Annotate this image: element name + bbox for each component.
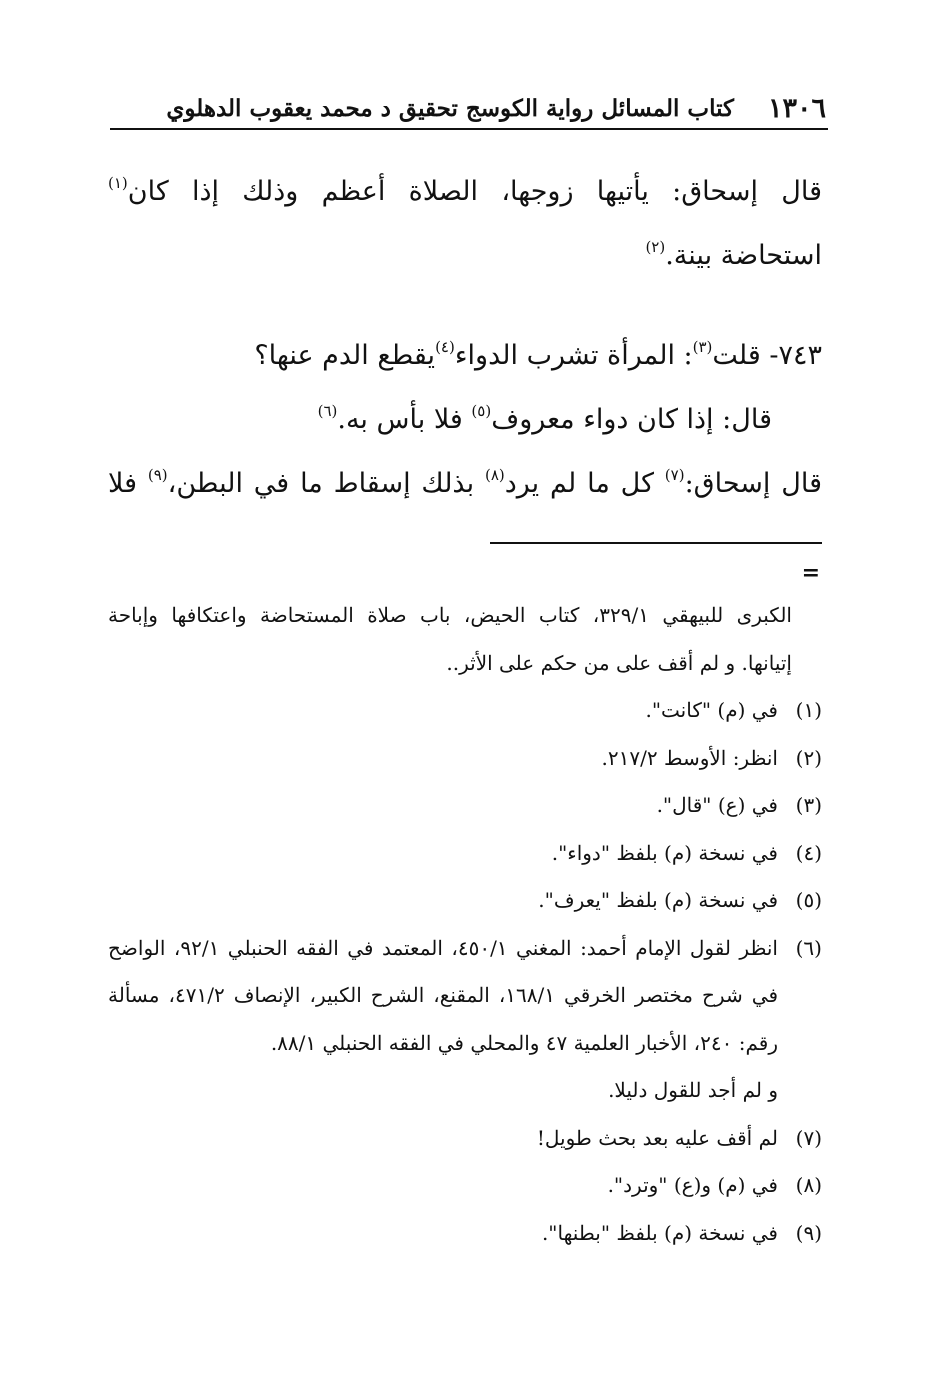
paragraph-ishaq-line-2: [108, 224, 822, 288]
footnote-number: (٥): [795, 888, 822, 912]
footnote-5: [108, 877, 822, 925]
running-title: كتاب المسائل رواية الكوسج تحقيق د محمد يعقوب الدهلوي: [166, 95, 734, 122]
ishaq-text-b: استحاضة بينة.: [665, 240, 822, 271]
footnote-number: (١): [795, 698, 822, 722]
footnote-text: انظر: الأوسط ٢١٧/٢.: [601, 745, 778, 770]
answer-ahmad-text-2: فلا بأس به.: [337, 404, 472, 435]
footnote-6-line-2: في شرح مختصر الخرقي ١٦٨/١، المقنع، الشرح الكبير، الإنصاف ٤٧١/٢، مسألة: [108, 983, 779, 1007]
footnote-text: في (م) و(ع) "وترد".: [607, 1173, 778, 1197]
footnote-6-line-3: رقم: ٢٤٠، الأخبار العلمية ٤٧ والمحلي في الفقه الحنبلي ٨٨/١.: [270, 1030, 778, 1055]
footnote-separator: [490, 542, 822, 544]
answer-ishaq-text-1: قال إسحاق:: [684, 468, 823, 499]
question-text-1: قلت: [712, 340, 761, 371]
question-text-3: يقطع الدم عنها؟: [254, 340, 436, 371]
continuation-mark: =: [801, 560, 820, 586]
footnote-text: انظر لقول الإمام أحمد: المغني ٤٥٠/١، المعتمد في الفقه الحنبلي ٩٢/١، الواضح: [108, 935, 778, 960]
footnote-text: في نسخة (م) بلفظ "دواء".: [551, 840, 778, 865]
footnote-ref-9[interactable]: (٩): [147, 466, 168, 484]
footnote-number: (٨): [795, 1173, 822, 1197]
footnotes: [108, 592, 822, 1257]
header-rule: [110, 128, 828, 130]
footnote-text: في (م) "كانت".: [645, 698, 778, 722]
answer-ahmad: [108, 388, 822, 452]
footnote-3: [108, 782, 822, 830]
footnote-6-line-4: و لم أجد للقول دليلا.: [608, 1078, 778, 1102]
footnote-number: (٩): [795, 1220, 822, 1245]
answer-ishaq: [108, 452, 822, 516]
answer-ahmad-text-1: قال: إذا كان دواء معروف: [491, 404, 772, 435]
footnote-text: في نسخة (م) بلفظ "يعرف".: [538, 888, 778, 912]
question-text-2: : المرأة تشرب الدواء: [454, 340, 693, 371]
footnote-ref-6[interactable]: (٦): [317, 402, 338, 420]
footnote-ref-5[interactable]: (٥): [471, 402, 492, 420]
footnote-ref-7[interactable]: (٧): [664, 466, 685, 484]
footnote-continuation-line-1: الكبرى للبيهقي ٣٢٩/١، كتاب الحيض، باب صلاة المستحاضة واعتكافها وإباحة: [108, 603, 792, 627]
ishaq-text-a: قال إسحاق: يأتيها زوجها، الصلاة أعظم وذلك إذا كان: [127, 176, 822, 207]
footnote-ref-8[interactable]: (٨): [484, 466, 505, 484]
question-743: [108, 324, 822, 388]
footnote-number: (٤): [795, 840, 822, 865]
footnote-text: في (ع) "قال".: [656, 793, 778, 817]
footnote-8: [108, 1162, 822, 1210]
footnote-text: لم أقف عليه بعد بحث طويل!: [536, 1125, 778, 1150]
answer-ishaq-text-4: فلا: [108, 468, 148, 499]
main-text: [108, 160, 822, 516]
answer-ishaq-text-3: بذلك إسقاط ما في البطن،: [167, 468, 485, 499]
footnote-ref-3[interactable]: (٣): [692, 338, 713, 356]
footnote-continuation-line-2: إتيانها. و لم أقف على من حكم على الأثر..: [446, 650, 792, 675]
footnote-number: (٣): [795, 793, 822, 817]
page-header: [110, 86, 826, 126]
footnote-ref-1[interactable]: (١): [108, 174, 128, 192]
footnote-number: (٦): [795, 935, 822, 960]
footnote-9: [108, 1210, 822, 1258]
paragraph-ishaq-line-1: [108, 160, 822, 224]
footnote-6-line-1: [108, 925, 822, 973]
footnote-number: (٧): [795, 1125, 822, 1150]
footnote-ref-2[interactable]: (٢): [645, 238, 666, 256]
page-number: ١٣٠٦: [767, 93, 826, 124]
footnote-7: [108, 1115, 822, 1163]
footnote-text: في نسخة (م) بلفظ "بطنها".: [541, 1220, 778, 1245]
footnote-2: [108, 735, 822, 783]
footnote-4: [108, 830, 822, 878]
footnote-1: [108, 687, 822, 735]
footnote-number: (٢): [795, 745, 822, 770]
footnote-ref-4[interactable]: (٤): [435, 338, 455, 356]
answer-ishaq-text-2: كل ما لم يرد: [504, 468, 665, 499]
question-number: ٧٤٣-: [760, 340, 822, 371]
